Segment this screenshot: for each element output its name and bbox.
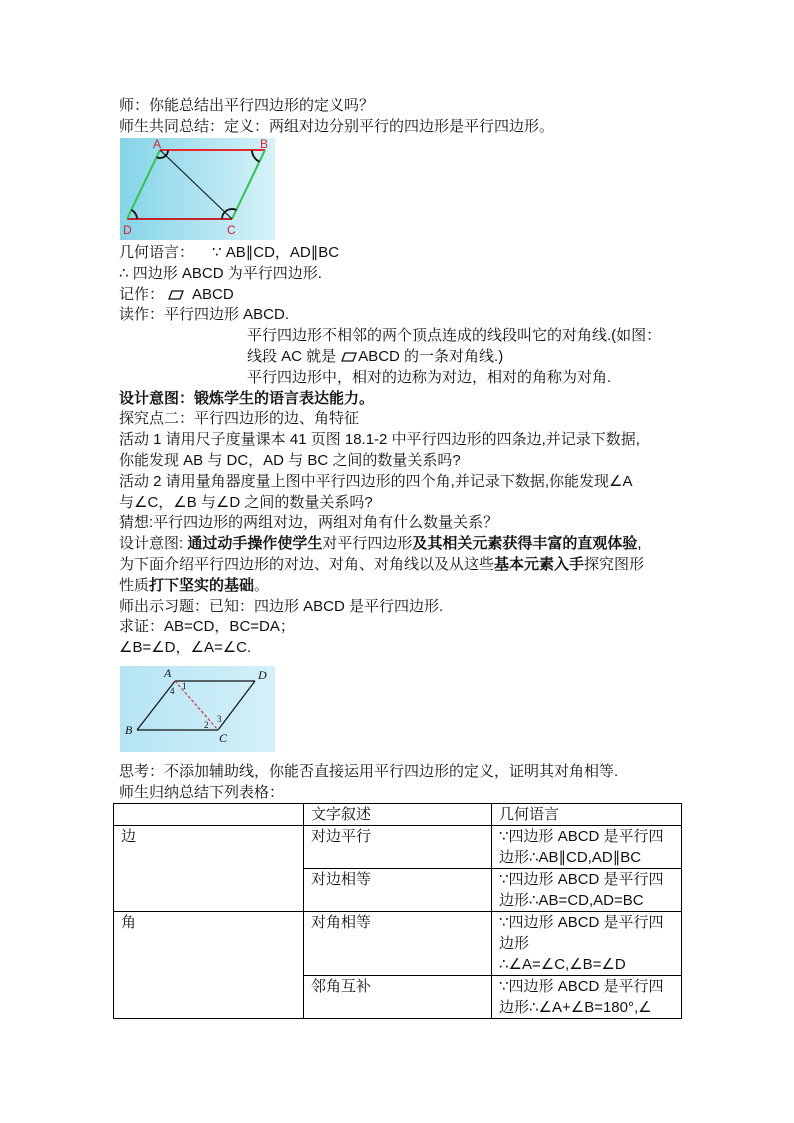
table-text-cell: 对边平行 <box>304 826 492 869</box>
prove-line-2: ∠B=∠D，∠A=∠C. <box>119 639 252 657</box>
activity-2-line-2: 与∠C，∠B 与∠D 之间的数量关系吗? <box>119 493 373 511</box>
closing-block <box>119 761 618 803</box>
reading-line: 读作：平行四边形 ABCD. <box>119 306 290 324</box>
parallelogram-figure-2-svg <box>120 666 275 752</box>
notation-label: 记作： <box>119 285 165 303</box>
table-header-cell: 文字叙述 <box>304 804 492 826</box>
angle-number-4: 4 <box>170 686 175 696</box>
geo-line: 边形∴AB∥CD,AD∥BC <box>499 849 642 866</box>
definition-summary: 师生共同总结：定义：两组对边分别平行的四边形是平行四边形。 <box>119 118 555 135</box>
geo-line: ∵四边形 ABCD 是平行四 <box>499 871 664 888</box>
opposite-definition: 平行四边形中，相对的边称为对边，相对的角称为对角. <box>247 368 612 386</box>
design-intent-1: 设计意图：锻炼学生的语言表达能力。 <box>119 389 375 407</box>
table-row <box>114 826 682 869</box>
think-question: 思考：不添加辅助线，你能否直接运用平行四边形的定义，证明其对角相等. <box>119 763 619 780</box>
notation-value: ABCD <box>192 285 234 303</box>
design-intent-2-line-3 <box>119 576 661 597</box>
geo-line: 边形∴AB=CD,AD=BC <box>499 892 644 909</box>
angle-arc-b <box>252 150 259 162</box>
side-ad <box>127 150 160 219</box>
activity-1-line-2: 你能发现 AB 与 DC，AD 与 BC 之间的数量关系吗? <box>119 451 461 469</box>
diagonal-ac <box>160 150 232 219</box>
text-segment: 。 <box>254 576 270 594</box>
table-text-cell: 邻角互补 <box>304 976 492 1019</box>
parallelogram-icon <box>168 286 184 307</box>
vertex-label-c: C <box>227 223 236 237</box>
geometry-language-line <box>119 243 661 264</box>
vertex-label-d: D <box>123 223 132 237</box>
design-intent-2-line-1 <box>119 534 661 555</box>
summary-table <box>113 803 682 1019</box>
geo-line: ∵四边形 ABCD 是平行四 <box>499 978 664 995</box>
table-category-cell: 边 <box>114 826 304 912</box>
side-bc <box>232 150 265 219</box>
vertex-label-a: A <box>164 666 172 680</box>
geometry-language-premise: ∵ AB∥CD，AD∥BC <box>212 244 340 261</box>
table-geo-cell <box>492 976 682 1019</box>
parallelogram-icon <box>341 348 357 369</box>
text-segment: 通过动手操作使学生 <box>187 535 323 553</box>
diagonal-definition-2 <box>119 347 661 368</box>
angle-arc-d <box>131 210 137 219</box>
table-geo-cell <box>492 869 682 912</box>
text-segment: , <box>637 535 642 553</box>
design-intent-2-line-2 <box>119 555 661 576</box>
parallelogram-figure-2 <box>120 666 275 752</box>
text-segment: 打下坚实的基础 <box>149 576 255 594</box>
table-text-cell: 对边相等 <box>304 869 492 912</box>
text-segment: 设计意图: <box>119 535 188 553</box>
text-segment: 及其相关元素获得丰富的直观体验 <box>412 535 638 553</box>
notation-line <box>119 285 661 306</box>
diagonal-definition-1: 平行四边形不相邻的两个顶点连成的线段叫它的对角线.(如图： <box>247 327 662 345</box>
vertex-label-c: C <box>219 731 228 745</box>
table-text-cell: 对角相等 <box>304 912 492 976</box>
table-header-cell: 几何语言 <box>492 804 682 826</box>
diagonal-definition-2a: 线段 AC 就是 <box>247 347 337 365</box>
table-geo-cell <box>492 826 682 869</box>
parallelogram-figure-1-svg <box>120 138 275 240</box>
vertex-label-b: B <box>125 723 133 737</box>
geometry-conclusion: ∴ 四边形 ABCD 为平行四边形. <box>119 264 322 282</box>
text-segment: 探究图形 <box>584 555 645 573</box>
diagonal-definition-2b: ABCD 的一条对角线.) <box>358 347 504 365</box>
text-segment: 为下面介绍平行四边形的对边、对角、对角线以及从这些 <box>119 555 495 573</box>
activity-1-line-1: 活动 1 请用尺子度量课本 41 页图 18.1-2 中平行四边形的四条边,并记录下数据, <box>119 431 640 449</box>
main-text-block <box>119 243 661 659</box>
prove-line-1: 求证：AB=CD，BC=DA； <box>119 618 295 636</box>
table-row <box>114 912 682 976</box>
text-segment: 基本元素入手 <box>494 555 585 573</box>
explore-point-2-title: 探究点二：平行四边形的边、角特征 <box>119 410 360 428</box>
vertex-label-a: A <box>153 138 162 151</box>
geo-line: 边形 <box>499 935 530 952</box>
geometry-language-label: 几何语言： <box>119 244 195 261</box>
geo-line: ∵四边形 ABCD 是平行四 <box>499 828 664 845</box>
conjecture: 猜想:平行四边形的两组对边，两组对角有什么数量关系？ <box>119 514 499 532</box>
angle-number-1: 1 <box>182 681 187 691</box>
vertex-label-b: B <box>260 138 269 151</box>
side-dc <box>218 681 255 730</box>
geo-line: ∴∠A=∠C,∠B=∠D <box>499 956 626 973</box>
table-header-blank <box>114 804 304 826</box>
activity-2-line-1: 活动 2 请用量角器度量上图中平行四边形的四个角,并记录下数据,你能发现∠A <box>119 472 633 490</box>
geo-line: ∵四边形 ABCD 是平行四 <box>499 914 664 931</box>
table-header-row <box>114 804 682 826</box>
teacher-question: 师：你能总结出平行四边形的定义吗？ <box>119 97 375 114</box>
angle-number-3: 3 <box>217 714 222 724</box>
table-geo-cell <box>492 912 682 976</box>
parallelogram-figure-1 <box>120 138 275 240</box>
vertex-label-d: D <box>258 668 267 682</box>
geo-line: 边形∴∠A+∠B=180°,∠ <box>499 999 652 1016</box>
table-category-cell: 角 <box>114 912 304 1019</box>
table-intro: 师生归纳总结下列表格： <box>119 784 285 801</box>
text-segment: 对平行四边形 <box>322 535 413 553</box>
exercise-statement: 师出示习题：已知：四边形 ABCD 是平行四边形. <box>119 597 444 615</box>
angle-number-2: 2 <box>204 720 209 730</box>
intro-block <box>119 95 554 137</box>
text-segment: 性质 <box>119 576 150 594</box>
